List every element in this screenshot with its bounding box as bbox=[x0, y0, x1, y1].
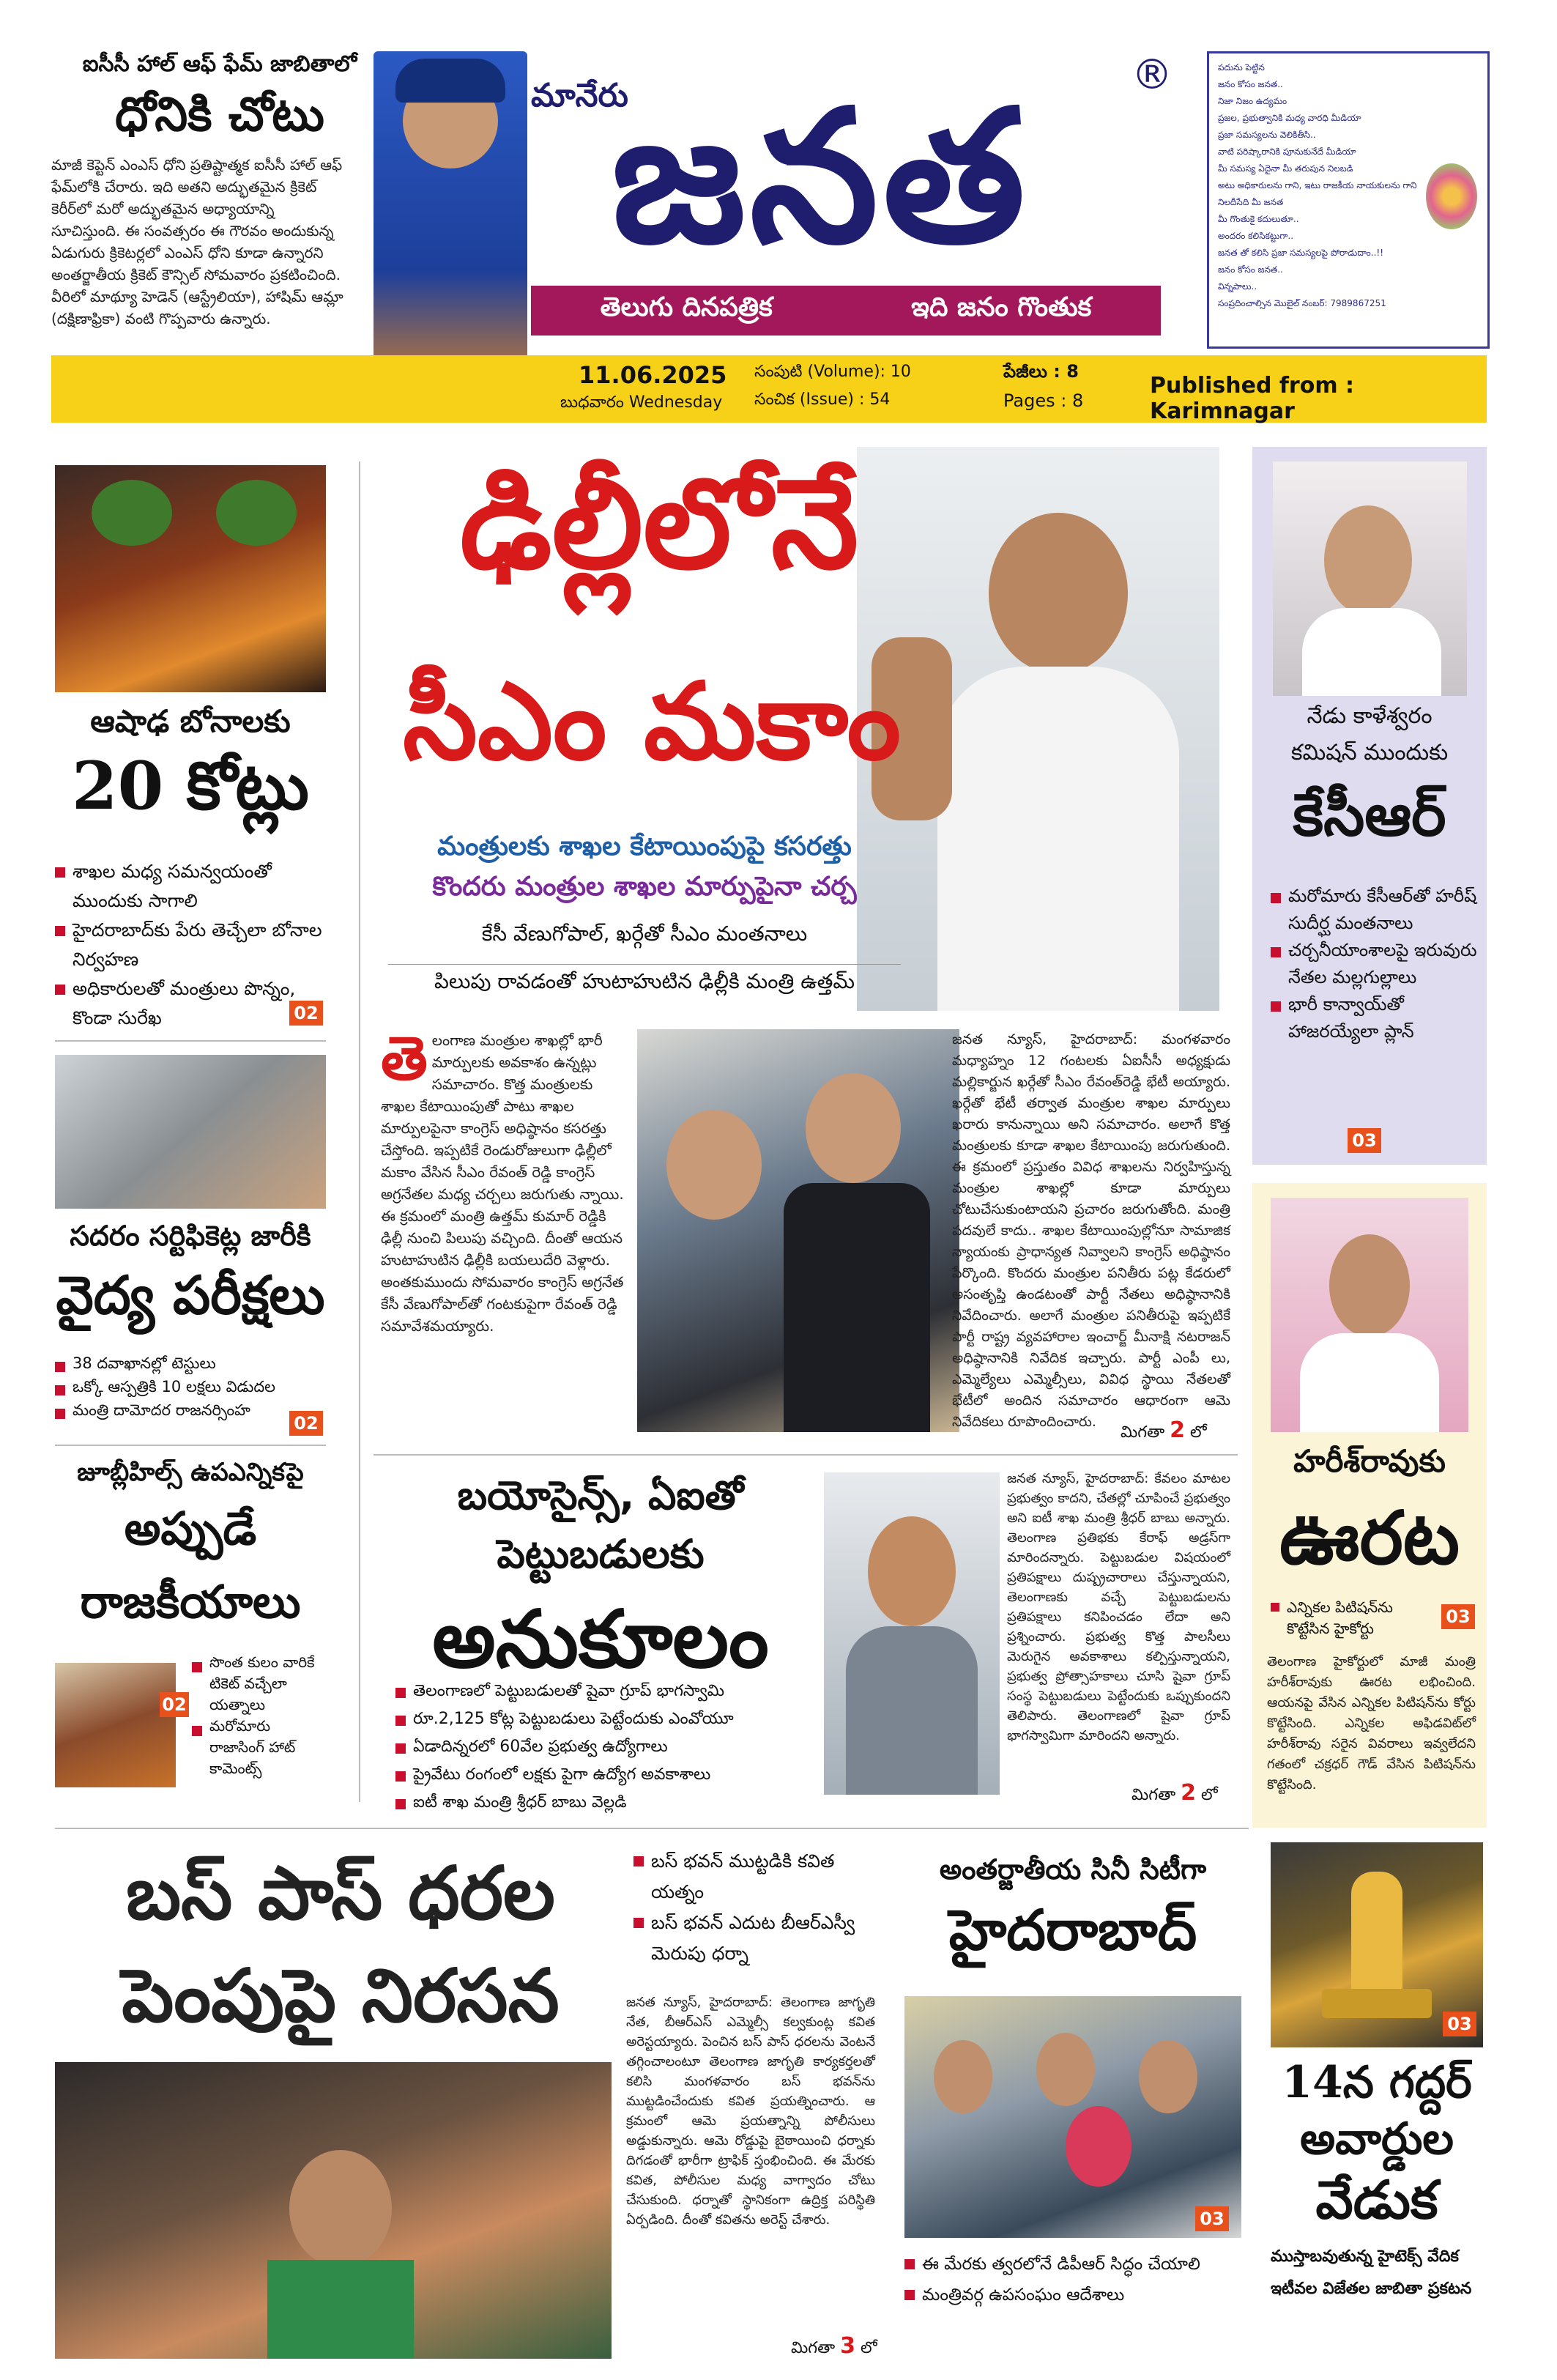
poem-line: అటు అధికారులను గాని, ఇటు రాజకీయ నాయకులను గాని bbox=[1218, 180, 1417, 190]
bonalu-head2: 20 కోట్లు bbox=[72, 747, 309, 825]
continued-suffix: లో bbox=[1190, 1423, 1207, 1442]
poem-line: మీ సమస్య ఏదైనా మీ తరుపున నిలబడి bbox=[1218, 163, 1353, 174]
harish-head1: హరీశ్‌రావుకు bbox=[1293, 1443, 1446, 1479]
poem-line: విన్నపాలు.. bbox=[1218, 281, 1257, 292]
bus-bullet-text: బస్ భవన్ ముట్టడికి కవిత యత్నం bbox=[651, 1850, 835, 1902]
kcr-bullet bbox=[1271, 883, 1479, 937]
jubilee-head2: అప్పుడే bbox=[124, 1502, 257, 1555]
bus-head2: పెంపుపై నిరసన bbox=[122, 1952, 560, 2039]
harish-page: 03 bbox=[1441, 1604, 1475, 1629]
continued-suffix: లో bbox=[861, 2339, 877, 2357]
lead-story-left-text: లంగాణ మంత్రుల శాఖల్లో భారీ మార్పులకు అవకాశం ఉన్నట్లు సమాచారం. కొత్త మంత్రులకు శాఖల కేటాయింపుతో పాటు శాఖల మార్పులపైనా కాంగ్రెస్ అధిష్ఠానం కసరత్తు చేస్తోంది. ఇప్పటికే రెండురోజులుగా ఢిల్లీలో మకాం వేసిన సీఎం రేవంత్ రెడ్డి కాంగ్రెస్ అగ్రనేతల మధ్య చర్చలు జరుగుతు న్నాయి. ఈ క్రమంలో మంత్రి ఉత్తమ్ కుమార్ రెడ్డికి ఢిల్లీ నుంచి పిలుపు వచ్చింది. దీంతో ఆయన హుటాహుటిన ఢిల్లీకి బయలుదేరి వెళ్లారు. అంతకుముందు సోమవారం కాంగ్రెస్ అగ్రనేత కేసీ వేణుగోపాల్‌తో గంటకుపైగా రేవంత్ రెడ్డి సమావేశమయ్యారు. bbox=[381, 1031, 624, 1335]
bio-bullet-text: ఏడాదిన్నరలో 60వేల ప్రభుత్వ ఉద్యోగాలు bbox=[413, 1738, 668, 1756]
hyd-bullet-text: ఈ మేరకు త్వరలోనే డిపీఆర్ సిద్ధం చేయాలి bbox=[922, 2255, 1200, 2274]
hyd-head1: అంతర్జాతీయ సినీ సిటీగా bbox=[939, 1853, 1207, 1886]
bus-head1: బస్ పాస్ ధరల bbox=[126, 1850, 555, 1936]
registered-mark: ® bbox=[1131, 51, 1173, 99]
dhoni-headline-big: ధోనికి చోటు bbox=[115, 88, 324, 142]
bio-bullet bbox=[395, 1678, 820, 1705]
bonalu-bullet bbox=[55, 916, 326, 974]
kcr-bullet bbox=[1271, 937, 1479, 991]
bus-bullets bbox=[633, 1846, 875, 1969]
bullet-marker bbox=[395, 1743, 406, 1754]
sridhar-babu-photo bbox=[824, 1472, 1000, 1795]
jubilee-head1: జూబ్లీహిల్స్ ఉపఎన్నికపై bbox=[77, 1458, 304, 1487]
lead-story-left bbox=[381, 1024, 630, 1337]
lead-continued bbox=[1121, 1417, 1207, 1445]
bus-story: జనత న్యూస్, హైదరాబాద్: తెలంగాణ జాగృతి నేత, బీఆర్ఎస్ ఎమ్మెల్సీ కల్వకుంట్ల కవిత అరెస్టయ్యారు. పెంచిన బస్ పాస్ ధరలను వెంటనే తగ్గించాలంటూ తెలంగాణ జాగృతి కార్యకర్తలతో కలిసి మంగళవారం బస్ భవన్‌ను ముట్టడించేందుకు కవిత ప్రయత్నించారు. ఆ క్రమంలో ఆమె ప్రయత్నాన్ని పోలీసులు అడ్డుకున్నారు. ఆమె రోడ్డుపై బైఠాయించి ధర్నాకు దిగడంతో భారీగా ట్రాఫిక్ స్తంభించింది. ఈ మేరకు కవిత, పోలీసుల మధ్య వాగ్వాదం చోటు చేసుకుంది. ధర్నాతో స్థానికంగా ఉద్రిక్త పరిస్థితి ఏర్పడింది. దీంతో కవితను అరెస్ట్ చేశారు. bbox=[626, 1995, 875, 2228]
bus-continued bbox=[791, 2333, 877, 2361]
bio-bullet-text: తెలంగాణలో పెట్టుబడులతో షైవా గ్రూప్ భాగస్వామి bbox=[413, 1682, 724, 1700]
divider bbox=[55, 1445, 326, 1446]
bullet-marker bbox=[55, 867, 65, 878]
bullet-marker bbox=[395, 1771, 406, 1782]
lead-headline-2: సీఎం మకాం bbox=[403, 659, 901, 784]
volume: సంపుటి (Volume): 10 bbox=[754, 363, 911, 381]
kcr-bullet-text: మరోమారు కేసీఆర్‌తో హరీష్ సుదీర్ఘ మంతనాలు bbox=[1288, 886, 1477, 933]
poem-line: సంప్రదించాల్సిన మొబైల్ నంబర్: 7989867251 bbox=[1218, 298, 1386, 308]
sadaram-bullet bbox=[55, 1375, 326, 1398]
jubilee-bullets bbox=[192, 1652, 327, 1779]
bullet-marker bbox=[192, 1726, 202, 1736]
masthead-logo bbox=[531, 44, 1190, 352]
pages-en: Pages : 8 bbox=[1003, 390, 1084, 411]
issue-date: 11.06.2025 bbox=[579, 361, 727, 389]
film-city-meeting-photo bbox=[904, 1996, 1241, 2238]
sadaram-page: 02 bbox=[289, 1411, 323, 1436]
bio-head2: పెట్టుబడులకు bbox=[497, 1531, 705, 1577]
gaddar-head2: అవార్డుల bbox=[1300, 2113, 1454, 2165]
continued-page: 2 bbox=[1170, 1417, 1186, 1443]
harish-bullet-text: ఎన్నికల పిటిషన్‌ను కొట్టేసిన హైకోర్టు bbox=[1287, 1598, 1393, 1637]
kcr-bullet-text: చర్చనీయాంశాలపై ఇరువురు నేతల మల్లగుల్లాలు bbox=[1288, 940, 1477, 987]
bullet-marker bbox=[904, 2259, 915, 2269]
kcr-photo bbox=[1273, 461, 1467, 696]
lead-headline-1: ఢిల్లీలోనే bbox=[459, 451, 859, 597]
continued-suffix: లో bbox=[1201, 1786, 1218, 1804]
harish-head2: ఊరట bbox=[1279, 1494, 1460, 1581]
poem-line: జనం కోసం జనత.. bbox=[1218, 79, 1283, 89]
bus-bullet-text: బస్ భవన్ ఎదుట బీఆర్ఎస్వీ మెరుపు ధర్నా bbox=[651, 1912, 855, 1964]
poem-line: నిలదీసేది మీ జనత bbox=[1218, 197, 1284, 207]
bio-bullet-text: ఐటీ శాఖ మంత్రి శ్రీధర్ బాబు వెల్లడి bbox=[413, 1793, 627, 1812]
bio-head3: అనుకూలం bbox=[432, 1593, 769, 1686]
kcr-bullet bbox=[1271, 991, 1479, 1045]
tagline-bar bbox=[531, 286, 1161, 336]
poem-line: ప్రజా సమస్యలను వెలికితీసి.. bbox=[1218, 130, 1316, 140]
pages-te: పేజీలు : 8 bbox=[1003, 361, 1079, 382]
bio-bullets bbox=[395, 1678, 820, 1817]
continued-page: 3 bbox=[840, 2333, 856, 2359]
paper-prefix: మానేరు bbox=[531, 77, 628, 114]
sadaram-photo bbox=[55, 1055, 326, 1209]
bonalu-bullet bbox=[55, 857, 326, 916]
kcr-bullets bbox=[1271, 883, 1479, 1045]
bonalu-photo bbox=[55, 465, 326, 692]
bullet-marker bbox=[904, 2290, 915, 2300]
bio-bullet-text: ప్రైవేటు రంగంలో లక్షకు పైగా ఉద్యోగ అవకాశాలు bbox=[413, 1765, 711, 1784]
bullet-marker bbox=[395, 1799, 406, 1809]
kcr-head1: నేడు కాళేశ్వరం bbox=[1307, 703, 1432, 729]
kcr-bullet-text: భారీ కాన్వాయ్‌తో హాజరయ్యేలా ప్లాన్ bbox=[1288, 994, 1414, 1042]
continued-label: మిగతా bbox=[1131, 1786, 1176, 1804]
poem-line: పదును పెట్టిన bbox=[1218, 62, 1265, 73]
bullet-marker bbox=[633, 1856, 644, 1866]
sadaram-bullet bbox=[55, 1398, 326, 1422]
paper-name: జనత bbox=[612, 68, 1030, 283]
jubilee-bullet-text: మరోమారు రాజాసింగ్ హాట్ కామెంట్స్ bbox=[209, 1717, 296, 1777]
continued-page: 2 bbox=[1181, 1780, 1197, 1806]
sadaram-bullet-text: మంత్రి దామోదర రాజనర్సింహ bbox=[73, 1401, 250, 1419]
gaddar-sub1: ముస్తాబవుతున్న హైటెక్స్ వేదిక bbox=[1271, 2247, 1459, 2266]
bullet-marker bbox=[192, 1662, 202, 1672]
flower-decoration bbox=[1426, 163, 1477, 229]
lead-story-right: జనత న్యూస్, హైదరాబాద్: మంగళవారం మధ్యాహ్నం 12 గంటలకు ఏఐసీసీ అధ్యక్షుడు మల్లికార్జున ఖర్గేతో సీఎం రేవంత్‌రెడ్డి భేటీ అయ్యారు. ఖర్గేతో భేటీ తర్వాత మంత్రుల శాఖల మార్పులు ఖరారు కానున్నాయి అని సమాచారం. అలాగే కొత్త మంత్రులకు కూడా శాఖల కేటాయింపు జరుగుతుంది. ఈ క్రమంలో ప్రస్తుతం వివిధ శాఖలను నిర్వహిస్తున్న మంత్రుల శాఖల్లో కూడా మార్పులు చోటుచేసుకుంటాయని ప్రచారం జరుగుతోంది. మంత్రి పదవులే కాదు.. శాఖల కేటాయింపుల్లోనూ సామాజిక న్యాయంకు ప్రాధాన్యత నివ్వాలని కాంగ్రెస్ అధిష్ఠానం పేర్కొంది. కొందరు మంత్రుల పనితీరు పట్ల కేడరులో అసంతృప్తి ఉండటంతో పార్టీ నేతలు అధిష్ఠానానికి నివేదించారు. అలాగే మంత్రుల పనితీరుపై ఇప్పటికే పార్టీ రాష్ట్ర వ్యవహారాల ఇంచార్జ్ మీనాక్షి నటరాజన్ అధిష్ఠానానికి నివేదిక ఇచ్చారు. పార్టీ ఎంపీ లు, ఎమ్మెల్యేలు ఎమ్మెల్సీలు, వివిధ స్థాయి నేతలతో భేటీలో అందిన సమాచారం ఆధారంగా ఆమె నివేదికలు రూపొందించారు. bbox=[952, 1031, 1230, 1430]
bio-bullet bbox=[395, 1733, 820, 1761]
bonalu-bullet bbox=[55, 974, 326, 1033]
dropcap: తె bbox=[381, 1024, 428, 1094]
bullet-marker bbox=[55, 926, 65, 936]
bio-head1: బయోసైన్స్, ఏఐతో bbox=[457, 1472, 744, 1519]
divider bbox=[374, 1454, 1238, 1456]
poem-line: వాటి పరిష్కారానికి పూనుకునేదే మీడియా bbox=[1218, 147, 1356, 157]
bio-bullet-text: రూ.2,125 కోట్ల పెట్టుబడులు పెట్టేందుకు ఎంవోయూ bbox=[413, 1710, 734, 1728]
bullet-marker bbox=[55, 1409, 65, 1419]
sadaram-bullets bbox=[55, 1352, 326, 1422]
kcr-page: 03 bbox=[1348, 1128, 1381, 1153]
hyd-bullet-text: మంత్రివర్గ ఉపసంఘం ఆదేశాలు bbox=[922, 2286, 1125, 2305]
jubilee-bullet bbox=[192, 1716, 327, 1779]
gaddar-sub2: ఇటీవల విజేతల జాబితా ప్రకటన bbox=[1271, 2280, 1472, 2298]
harish-photo bbox=[1271, 1198, 1468, 1432]
bullet-marker bbox=[1271, 893, 1281, 903]
poem-box bbox=[1207, 51, 1490, 349]
bullet-marker bbox=[55, 985, 65, 995]
poem-line: అందరం కలిసికట్టుగా.. bbox=[1218, 231, 1294, 241]
lead-sub-1: మంత్రులకు శాఖల కేటాయింపుపై కసరత్తు bbox=[437, 831, 852, 861]
bonalu-page: 02 bbox=[289, 1001, 323, 1026]
dhoni-story bbox=[51, 51, 395, 359]
tagline-right: ఇది జనం గొంతుక bbox=[911, 292, 1092, 322]
sadaram-head2: వైద్య పరీక్షలు bbox=[56, 1264, 325, 1326]
issue-number: సంచిక (Issue) : 54 bbox=[754, 390, 891, 409]
dhoni-story-text: మాజీ కెప్టెన్ ఎంఎస్ ధోని ప్రతిష్టాత్మక ఐసీసీ హాల్ ఆఫ్ ఫేమ్‌లోకి చేరారు. ఇది అతని అద్భుతమైన క్రికెట్ కెరీర్‌లో మరో అద్భుతమైన అధ్యాయాన్ని సూచిస్తుంది. ఈ సంవత్సరం ఈ గౌరవం అందుకున్న ఏడుగురు క్రికెటర్లలో ఎంఎస్ ధోని కూడా ఉన్నారని అంతర్జాతీయ క్రికెట్ కౌన్సిల్ సోమవారం ప్రకటించింది. వీరిలో మాథ్యూ హెడెన్ (ఆస్ట్రేలియా), హాషిమ్ ఆమ్లా (దక్షిణాఫ్రికా) వంటి గొప్పవారు ఉన్నారు. bbox=[51, 156, 343, 327]
rajasingh-photo bbox=[55, 1663, 176, 1787]
divider bbox=[55, 1040, 326, 1042]
issue-day: బుధవారం Wednesday bbox=[560, 393, 723, 412]
sadaram-bullet-text: 38 దవాఖానల్లో టెస్టులు bbox=[73, 1354, 216, 1372]
dateline-bar bbox=[51, 355, 1487, 423]
bullet-marker bbox=[55, 1385, 65, 1395]
gaddar-head1: 14న గద్దర్ bbox=[1282, 2057, 1472, 2108]
bio-continued bbox=[1131, 1780, 1218, 1808]
bonalu-bullet-text: అధికారులతో మంత్రులు పొన్నం, కొండా సురేఖ bbox=[73, 978, 296, 1028]
sadaram-bullet-text: ఒక్కో ఆస్పత్రికి 10 లక్షలు విడుదల bbox=[73, 1378, 276, 1395]
dhoni-headline-small: ఐసీసీ హాల్ ఆఫ్ ఫేమ్ జాబితాలో bbox=[82, 51, 357, 77]
lead-sub-2: కొందరు మంత్రుల శాఖల మార్పుపైనా చర్చ bbox=[432, 872, 857, 902]
sadaram-bullet bbox=[55, 1352, 326, 1375]
continued-label: మిగతా bbox=[791, 2339, 836, 2357]
bullet-marker bbox=[395, 1716, 406, 1726]
jubilee-head3: రాజకీయాలు bbox=[80, 1575, 301, 1628]
bullet-marker bbox=[395, 1688, 406, 1698]
hyd-bullet bbox=[904, 2249, 1249, 2280]
bio-bullet bbox=[395, 1705, 820, 1733]
kcr-head3: కేసీఆర్ bbox=[1293, 780, 1446, 849]
hyd-bullet bbox=[904, 2280, 1249, 2310]
poem-line: నిజా నిజం ఉద్యమం bbox=[1218, 96, 1287, 106]
kcr-head2: కమిషన్ ముందుకు bbox=[1290, 740, 1449, 765]
poem-line: జనం కోసం జనత.. bbox=[1218, 264, 1283, 275]
lead-meeting-photo bbox=[637, 1029, 959, 1432]
sadaram-head1: సదరం సర్టిఫికెట్ల జారీకి bbox=[70, 1220, 311, 1252]
continued-label: మిగతా bbox=[1121, 1423, 1165, 1442]
harish-story: తెలంగాణ హైకోర్టులో మాజీ మంత్రి హరీశ్‌రావుకు ఊరట లభించింది. ఆయనపై వేసిన ఎన్నికల పిటిషన్‌ను కోర్టు కొట్టేసింది. ఎన్నికల అఫిడవిట్‌లో హరీశ్‌రావు సరైన వివరాలు ఇవ్వలేదని గతంలో చక్రధర్ గౌడ్ వేసిన పిటిషన్‌ను కొట్టేసింది. bbox=[1267, 1654, 1476, 1793]
bonalu-bullet-text: హైదరాబాద్‌కు పేరు తెచ్చేలా బోనాల నిర్వహణ bbox=[73, 919, 322, 970]
jubilee-bullet bbox=[192, 1652, 327, 1716]
jubilee-page: 02 bbox=[160, 1692, 189, 1717]
bullet-marker bbox=[633, 1918, 644, 1928]
hyd-page: 03 bbox=[1195, 2206, 1229, 2231]
gaddar-page: 03 bbox=[1443, 2012, 1476, 2036]
bonalu-bullets bbox=[55, 857, 326, 1033]
column-rule bbox=[359, 461, 360, 1802]
hyd-bullets bbox=[904, 2249, 1249, 2310]
lead-sub-3: కేసీ వేణుగోపాల్, ఖర్గేతో సీఎం మంతనాలు bbox=[481, 922, 808, 946]
bus-bullet bbox=[633, 1908, 875, 1969]
bio-bullet bbox=[395, 1789, 820, 1817]
hyd-head2: హైదరాబాద్ bbox=[948, 1897, 1197, 1962]
lead-sub-4: పిలుపు రావడంతో హుటాహుటిన ఢిల్లీకి మంత్రి ఉత్తమ్ bbox=[388, 964, 901, 998]
published-from: Published from : Karimnagar bbox=[1150, 373, 1355, 424]
bonalu-head1: ఆషాఢ బోనాలకు bbox=[90, 703, 291, 739]
harish-bullet bbox=[1271, 1597, 1432, 1639]
poem-line: జనత తో కలిసి ప్రజా సమస్యలపై పోరాడుదాం..!! bbox=[1218, 248, 1384, 258]
bullet-marker bbox=[55, 1362, 65, 1372]
bullet-marker bbox=[1271, 1001, 1281, 1012]
divider bbox=[55, 1828, 1249, 1829]
gaddar-head3: వేడుక bbox=[1315, 2168, 1438, 2231]
bonalu-bullet-text: శాఖల మధ్య సమన్వయంతో ముందుకు సాగాలి bbox=[73, 861, 272, 911]
bio-bullet bbox=[395, 1761, 820, 1789]
poem-line: ప్రజల, ప్రభుత్వానికి మధ్య వారధి మీడియా bbox=[1218, 113, 1361, 123]
bus-bullet bbox=[633, 1846, 875, 1908]
bio-story: జనత న్యూస్, హైదరాబాద్: కేవలం మాటల ప్రభుత్వం కాదని, చేతల్లో చూపించే ప్రభుత్వం అని ఐటీ శాఖ మంత్రి శ్రీధర్ బాబు అన్నారు. తెలంగాణ ప్రతిభకు కేరాఫ్ అడ్రస్‌గా మారిందన్నారు. పెట్టుబడుల విషయంలో ప్రతిపక్షాలు దుష్ప్రచారాలు చేస్తున్నాయని, తెలంగాణకు వచ్చే పెట్టుబడులను ప్రతిపక్షాలు కనిపించడం లేదా అని ప్రశ్నించారు. ప్రభుత్వ కొత్త పాలసీలు మెరుగైన అవకాశాలు కల్పిస్తున్నాయని, ప్రభుత్వ ప్రోత్సాహకాలు చూసి షైవా గ్రూప్ సంస్థ పెట్టుబడులు పెట్టేందుకు ఒప్పుకుందని తెలిపారు. తెలంగాణలో షైవా గ్రూప్ భాగస్వామిగా మారిందని అన్నారు. bbox=[1007, 1471, 1230, 1743]
bullet-marker bbox=[1271, 947, 1281, 957]
tagline-left: తెలుగు దినపత్రిక bbox=[600, 292, 773, 322]
poem-line: మీ గొంతుకై కదులుతూ.. bbox=[1218, 214, 1299, 224]
kavitha-protest-photo bbox=[55, 2062, 612, 2359]
jubilee-bullet-text: సొంత కులం వారికే టికెట్ వచ్చేలా యత్నాలు bbox=[209, 1653, 315, 1713]
